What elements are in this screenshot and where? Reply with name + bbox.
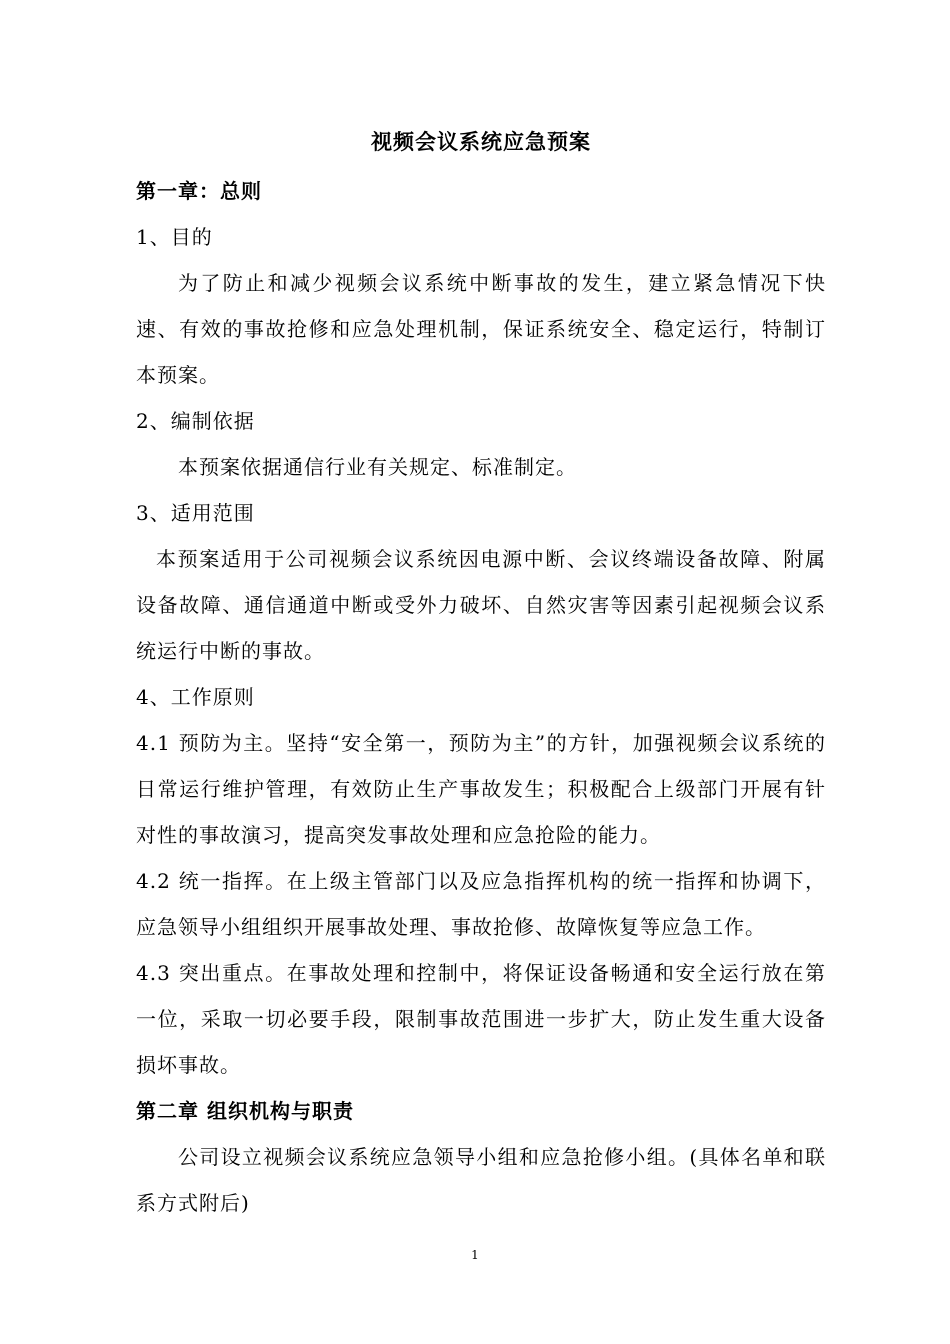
principle-4-2-text: 4.2 统一指挥。在上级主管部门以及应急指挥机构的统一指挥和协调下，应急领导小组组织开展事故处理、事故抢修、故障恢复等应急工作。	[136, 869, 826, 939]
section-2-heading: 2、编制依据	[136, 409, 255, 433]
section-1-text: 为了防止和减少视频会议系统中断事故的发生，建立紧急情况下快速、有效的事故抢修和应急处理机制，保证系统安全、稳定运行，特制订本预案。	[136, 271, 826, 387]
section-3-heading: 3、适用范围	[136, 501, 255, 525]
section-3-text: 本预案适用于公司视频会议系统因电源中断、会议终端设备故障、附属设备故障、通信通道中断或受外力破坏、自然灾害等因素引起视频会议系统运行中断的事故。	[136, 547, 826, 663]
page-number: 1	[471, 1248, 479, 1262]
document-title: 视频会议系统应急预案	[371, 129, 591, 154]
chapter-2-heading: 第二章 组织机构与职责	[136, 1099, 354, 1123]
principle-4-1-text: 4.1 预防为主。坚持“安全第一，预防为主”的方针，加强视频会议系统的日常运行维护管理，有效防止生产事故发生；积极配合上级部门开展有针对性的事故演习，提高突发事故处理和应急抢险的能力。	[136, 731, 826, 847]
document-content	[136, 120, 826, 1226]
section-4-heading: 4、工作原则	[136, 685, 255, 709]
chapter-1-heading: 第一章：总则	[136, 179, 262, 203]
section-2-text: 本预案依据通信行业有关规定、标准制定。	[178, 455, 577, 479]
chapter-2-text: 公司设立视频会议系统应急领导小组和应急抢修小组。(具体名单和联系方式附后)	[136, 1145, 826, 1215]
section-1-heading: 1、目的	[136, 225, 213, 249]
principle-4-3-text: 4.3 突出重点。在事故处理和控制中，将保证设备畅通和安全运行放在第一位，采取一切必要手段，限制事故范围进一步扩大，防止发生重大设备损坏事故。	[136, 961, 826, 1077]
